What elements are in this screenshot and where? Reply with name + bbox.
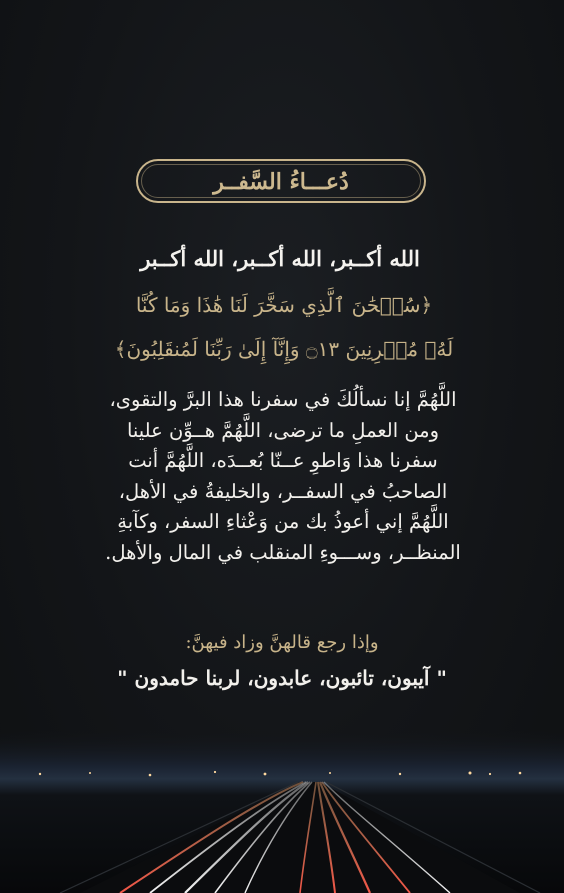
quran-verse-line-2: لَهُۥ مُقۡرِنِينَ ۝١٣ وَإِنَّآ إِلَىٰ رَبِّنَا لَمُنقَلِبُونَ﴾ [114,337,454,361]
title: دُعـــاءُ السَّفــر [213,169,349,195]
prayer-line: ومن العملِ ما ترضى، اللَّهُمَّ هــوِّن علينا [126,418,440,442]
prayer-line: سفرنا هذا وَاطوِ عــنّا بُعــدَه، اللَّهُمَّ أنت [128,449,438,473]
night-highway-image [0,730,564,893]
prayer-line: اللَّهُمَّ إني أعوذُ بك من وَعْثاءِ السفر، وكآبةِ [117,510,449,534]
return-saying: " آيبون، تائبون، عابدون، لربنا حامدون " [117,666,447,690]
title-frame [136,159,426,203]
takbir-line: الله أكــبر، الله أكــبر، الله أكــبر [140,246,420,271]
prayer-line: اللَّهُمَّ إنا نسألُكَ في سفرنا هذا البرَّ والتقوى، [109,388,457,411]
prayer-text [36,385,530,569]
prayer-line: المنظــر، وســـوءِ المنقلب في المال والأهل. [105,540,461,564]
return-note: وإذا رجع قالهنَّ وزاد فيهنَّ: [185,632,379,653]
prayer-line: الصاحبُ في السفــر، والخليفةُ في الأهل، [118,479,448,503]
quran-verse-line-1: ﴿سُبۡحَٰنَ ٱلَّذِي سَخَّرَ لَنَا هَٰذَا وَمَا كُنَّا [135,293,433,317]
